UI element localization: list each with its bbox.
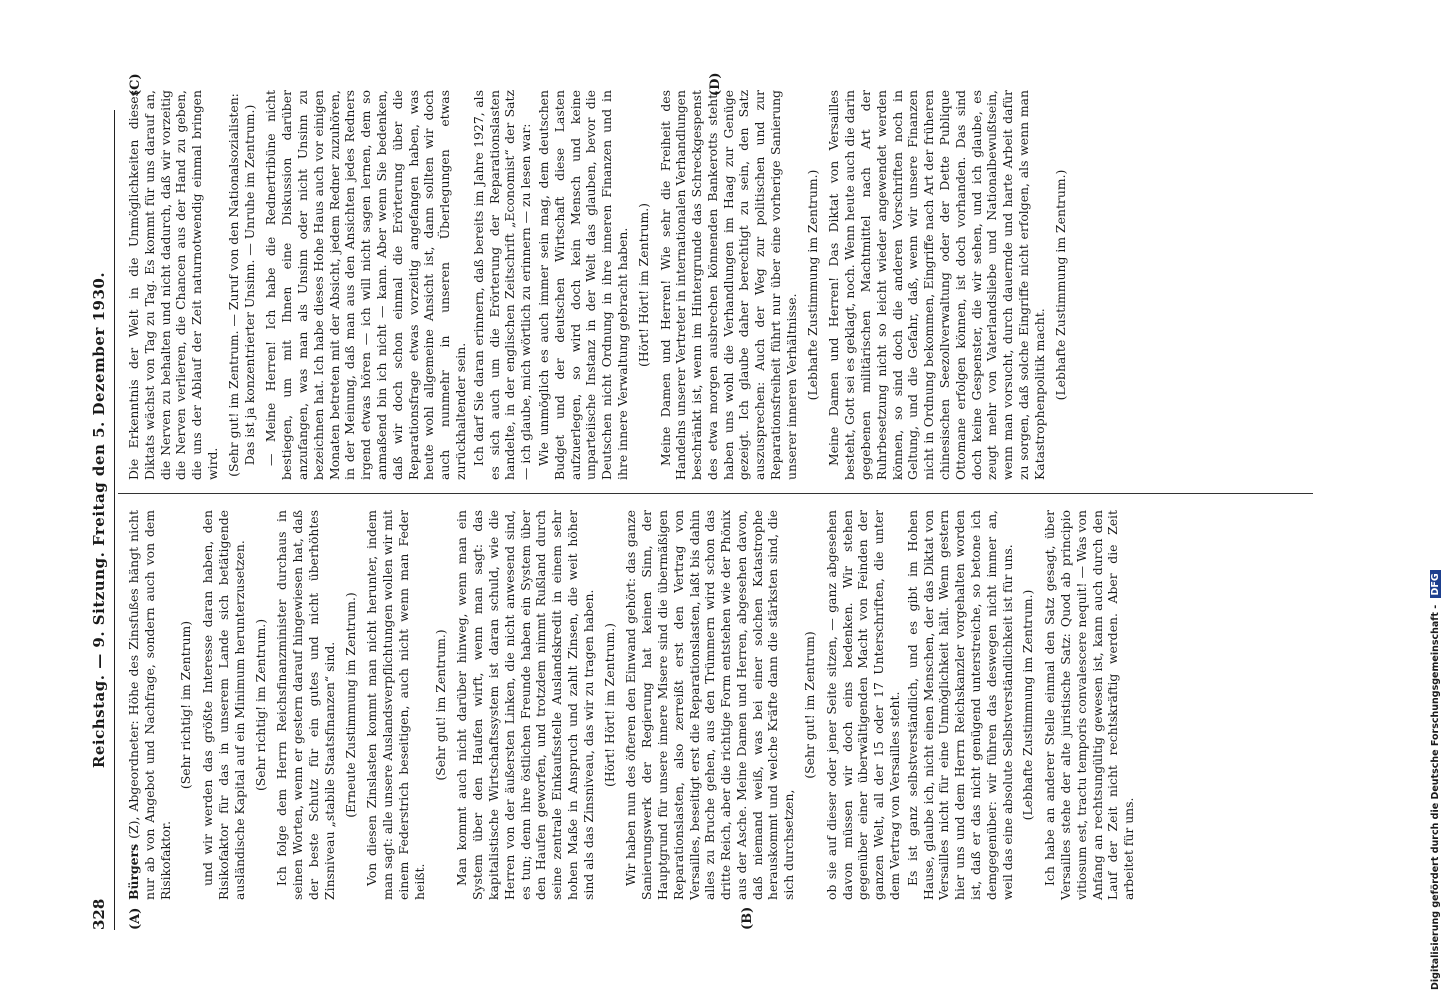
margin-marker-b: (B) bbox=[740, 906, 755, 930]
page-number: 328 bbox=[90, 898, 108, 930]
paragraph-text: (Hört! Hört! im Zentrum.) bbox=[635, 203, 651, 367]
interjection bbox=[602, 510, 618, 900]
paragraph bbox=[126, 90, 221, 480]
column-divider bbox=[118, 493, 1313, 494]
paragraph-text: (Erneute Zustimmung im Zentrum.) bbox=[342, 592, 358, 818]
paragraph bbox=[274, 510, 337, 900]
paragraph bbox=[623, 510, 797, 900]
paragraph bbox=[263, 90, 468, 480]
paragraph bbox=[1042, 510, 1137, 900]
paragraph-text: Ich darf Sie daran erinnern, daß bereits im Jahre 1927, als es sich auch um die Erörterung der Reparationslasten handelte, in der englischen Zeitschrift „Economist“ der Satz — ich glaube, mich wörtlich zu erinnern — zu lesen war: bbox=[470, 90, 534, 480]
interjection bbox=[226, 90, 258, 480]
digitization-credit: Digitalisierung gefördert durch die Deutsche Forschungsgemeinschaft - bbox=[1430, 604, 1441, 990]
paragraph-text: Meine Damen und Herren! Das Diktat von Versailles besteht, Gott sei es geklagt, noch. Wenn heute auch die darin gegebenen militärischen Machtmittel nach Art der Ruhrbesetzung nicht so leicht wieder angewendet werden können, so sind doch die anderen Vorschriften noch in Geltung, und die Gefahr, daß, wenn wir unsere Finanzen nicht in Ordnung bekommen, Eingriffe nach Art der früheren chinesischen Seezollverwaltung oder der Dette Publique Ottomane erfolgen können, ist doch vorhanden. Das sind doch keine Gespenster, die wir sehen, und ich glaube, es zeugt mehr von Vaterlandsliebe und Nationalbewußtsein, wenn man vorsucht, durch dauernde und harte Arbeit dafür zu sorgen, daß solche Eingriffe nicht erfolgen, als wenn man Katastrophenpolitik macht. bbox=[826, 90, 1047, 480]
paragraph bbox=[824, 510, 903, 900]
paragraph-text: (Sehr richtig! im Zentrum) bbox=[178, 620, 194, 790]
paragraph-text: (Sehr gut! im Zentrum) bbox=[802, 631, 818, 779]
right-column bbox=[126, 90, 1311, 480]
dfg-logo: DFG bbox=[1430, 570, 1441, 598]
paragraph-text: Die Erkenntnis der Welt in die Unmöglichkeiten dieses Diktats wächst von Tag zu Tag. Es kommt für uns darauf an, die Nerven zu behalten und nicht dadurch, daß wir vorzeitig die Nerven verlieren, die Chancen aus der Hand zu geben, die uns der Ablauf der Zeit naturnotwendig einmal bringen wird. bbox=[126, 90, 220, 480]
margin-marker-a: (A) bbox=[128, 907, 143, 930]
paragraph-text: Von diesen Zinslasten kommt man nicht herunter, indem man sagt: alle unsere Auslandsverpflichtungen wollen wir mit einem Federstrich beseitigen, auch nicht wenn man Feder heißt. bbox=[364, 510, 427, 900]
paragraph-text: Ich habe an anderer Stelle einmal den Satz gesagt, über Versailles stehe der alte juristische Satz: Quod ab principio vitiosum est, tractu temporis convalescere nequit! — Was von Anfang an rechtsungültig gewesen ist, kann auch durch den Lauf der Zeit nicht rechtskräftig werden. Aber die Zeit arbeitet für uns. bbox=[1042, 510, 1137, 900]
credit-strip bbox=[1418, 10, 1441, 990]
margin-marker-d: (D) bbox=[708, 72, 723, 96]
interjection bbox=[253, 510, 269, 900]
paragraph bbox=[200, 510, 247, 900]
paragraph-text: (Sehr gut! im Zentrum. — Zuruf von den Nationalsozialisten: Das ist ja konzentrierter Unsinn. — Unruhe im Zentrum.) bbox=[225, 93, 257, 477]
paragraph-text: ob sie auf dieser oder jener Seite sitzen, — ganz abgesehen davon müssen wir doch eins bedenken. Wir stehen gegenüber einer überwältigenden Macht von Feinden der ganzen Welt, all der 15 oder 17 Unterschriften, die unter dem Vertrag von Versailles steht. bbox=[823, 510, 903, 900]
paragraph-text: Meine Damen und Herren! Wie sehr die Freiheit des Handelns unserer Vertreter in internationalen Verhandlungen beschränkt ist, wenn im Hintergrunde das Schreckgespenst des etwa morgen ausbrechen könnenden Bankerotts steht, haben uns wohl die Verhandlungen im Haag zur Genüge gezeigt. Ich glaube daher berechtigt zu sein, den Satz auszusprechen: Auch der Weg zur politischen und zur Reparationsfreiheit führt nur über eine vorherige Sanierung unserer inneren Verhältnisse. bbox=[657, 90, 799, 480]
paragraph-text: und wir werden das größte Interesse daran haben, den Risikofaktor für das in unserem Lande sich betätigende ausländische Kapital auf ein Minimum herunterzusetzen. bbox=[200, 510, 247, 900]
paragraph-text: (Z), Abgeordneter: Höhe des Zinsfußes hängt nicht nur ab von Angebot und Nachfrage, sondern auch von dem Risikofaktor. bbox=[126, 510, 173, 900]
interjection bbox=[433, 510, 449, 900]
left-column bbox=[126, 510, 1311, 900]
paragraph-text: Wir haben nun des öfteren den Einwand gehört: das ganze Sanierungswerk der Regierung hat keinen Sinn, der Hauptgrund für unsere innere Misere sind die übermäßigen Reparationslasten, also zerreißt erst den Vertrag von Versailles, beseitigt erst die Reparationslasten, laßt bis dahin alles zu Bruche gehen, aus den Trümmern wird schon das dritte Reich, aber die richtige Form entstehen wie der Phönix aus der Asche. Meine Damen und Herren, abgesehen davon, daß niemand weiß, was bei einer solchen Katastrophe herauskommt und welche Kräfte dann die stärksten sind, die sich durchsetzen, bbox=[623, 510, 797, 900]
paragraph-text: Ich folge dem Herrn Reichsfinanzminister durchaus in seinen Worten, wenn er gestern darauf hingewiesen hat, daß der beste Schutz für ein gutes und nicht überhöhtes Zinsniveau „stabile Staatsfinanzen“ sind. bbox=[274, 510, 337, 900]
paragraph bbox=[471, 90, 534, 480]
speaker-name: Bürgers bbox=[126, 843, 141, 900]
running-title: Reichstag. — 9. Sitzung. Freitag den 5. Dezember 1930. bbox=[90, 271, 108, 769]
page-header bbox=[88, 110, 115, 930]
interjection bbox=[802, 510, 818, 900]
interjection bbox=[1053, 90, 1069, 480]
paragraph-text: (Lebhafte Zustimmung im Zentrum.) bbox=[1020, 589, 1036, 821]
paragraph bbox=[826, 90, 1047, 480]
paragraph bbox=[905, 510, 1016, 900]
paragraph-text: (Hört! Hört! im Zentrum.) bbox=[601, 623, 617, 787]
interjection bbox=[1020, 510, 1036, 900]
interjection bbox=[178, 510, 194, 900]
paragraph-text: (Lebhafte Zustimmung im Zentrum.) bbox=[804, 169, 820, 401]
paragraph bbox=[536, 90, 631, 480]
paragraph-text: Es ist ganz selbstverständlich, und es gibt im Hohen Hause, glaube ich, nicht einen Menschen, der das Diktat von Versailles nicht für eine Unmöglichkeit hält. Wenn gestern hier uns und dem Herrn Reichskanzler vorgehalten worden ist, daß er das nicht genügend unterstreiche, so betone ich demgegenüber: wir führen das deswegen nicht immer an, weil das eine absolute Selbstverständlichkeit ist für uns. bbox=[904, 510, 1015, 900]
margin-marker-c: (C) bbox=[128, 73, 143, 96]
interjection bbox=[343, 510, 359, 900]
paragraph bbox=[364, 510, 427, 900]
paragraph-text: — Meine Herren! Ich habe die Rednertribüne nicht bestiegen, um mit Ihnen eine Diskussion darüber anzufangen, was man als Unsinn oder nicht Unsinn zu bezeichnen hat. Ich habe dieses Hohe Haus auch vor einigen Monaten betreten mit der Absicht, jedem Redner zuzuhören, in der Meinung, daß man aus den Ansichten jedes Redners irgend etwas hören — ich will nicht sagen lernen, dem so anmaßend bin ich nicht — kann. Aber wenn Sie bedenken, daß wir doch schon einmal die Erörterung über die Reparationsfrage etwas vorzeitig angefangen haben, was heute wohl allgemeine Ansicht ist, dann sollten wir doch auch nunmehr in unseren Überlegungen etwas zurückhaltender sein. bbox=[263, 90, 468, 480]
paragraph-text: (Sehr gut! im Zentrum.) bbox=[432, 629, 448, 781]
paragraph bbox=[658, 90, 800, 480]
paragraph-text: (Sehr richtig! im Zentrum.) bbox=[252, 618, 268, 792]
paragraph bbox=[126, 510, 173, 900]
interjection bbox=[805, 90, 821, 480]
paragraph bbox=[454, 510, 596, 900]
paragraph-text: Wie unmöglich es auch immer sein mag, dem deutschen Budget und der deutschen Wirtschaft diese Lasten aufzuerlegen, so wird doch kein Mensch und keine unparteiische Instanz in der Welt das glauben, bevor die Deutschen nicht Ordnung in ihre inneren Finanzen und in ihre innere Verwaltung gebracht haben. bbox=[535, 90, 630, 480]
paragraph-text: (Lebhafte Zustimmung im Zentrum.) bbox=[1052, 169, 1068, 401]
paragraph-text: Man kommt auch nicht darüber hinweg, wenn man ein System über den Haufen wirft, wenn man sagt: das kapitalistische Wirtschaftssystem ist daran schuld, wie die Herren von der äußersten Linken, die nicht anwesend sind, es tun; denn ihre östlichen Freunde haben ein System über den Haufen geworfen, und trotzdem nimmt Rußland durch seine zentrale Einkaufsstelle Auslandskredit in einem sehr hohen Maße in Anspruch und zahlt Zinsen, die weit höher sind als das Zinsniveau, das wir zu tragen haben. bbox=[454, 510, 596, 900]
interjection bbox=[636, 90, 652, 480]
